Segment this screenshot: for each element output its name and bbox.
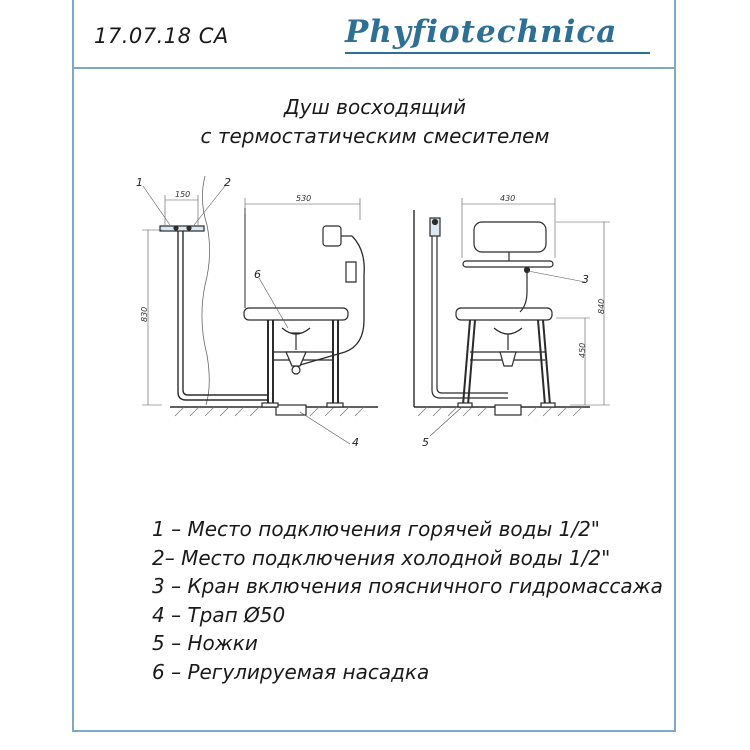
legend-item-1: 1 – Место подключения горячей воды 1/2" — [152, 517, 600, 541]
legend-item-2: 2– Место подключения холодной воды 1/2" — [152, 545, 611, 570]
dim-530: 530 — [296, 194, 312, 203]
title-line-2: с термостатическим смесителем — [200, 124, 550, 148]
legend-item-3: 3 – Кран включения поясничного гидромассажа — [152, 574, 663, 598]
callout-4: 4 — [352, 436, 359, 449]
legend-item-6: 6 – Регулируемая насадка — [152, 659, 430, 684]
callout-2: 2 — [224, 176, 231, 189]
legend-item-4: 4 – Трап Ø50 — [152, 602, 286, 627]
legend-item-5: 5 – Ножки — [152, 631, 258, 655]
brand-logo: Phyfiotechnica — [345, 14, 618, 50]
dim-430: 430 — [500, 194, 516, 203]
callout-3: 3 — [582, 273, 589, 286]
callout-6: 6 — [254, 268, 261, 281]
right-view — [414, 210, 590, 416]
dim-150: 150 — [175, 190, 191, 199]
callout-1: 1 — [136, 176, 143, 189]
dim-840: 840 — [597, 298, 606, 314]
title-line-1: Душ восходящий — [284, 95, 466, 119]
dim-830: 830 — [140, 306, 149, 322]
legend — [152, 515, 663, 686]
dim-450: 450 — [578, 342, 587, 358]
left-view — [160, 176, 378, 416]
callout-5: 5 — [422, 436, 429, 449]
date-code: 17.07.18 СА — [94, 24, 229, 48]
